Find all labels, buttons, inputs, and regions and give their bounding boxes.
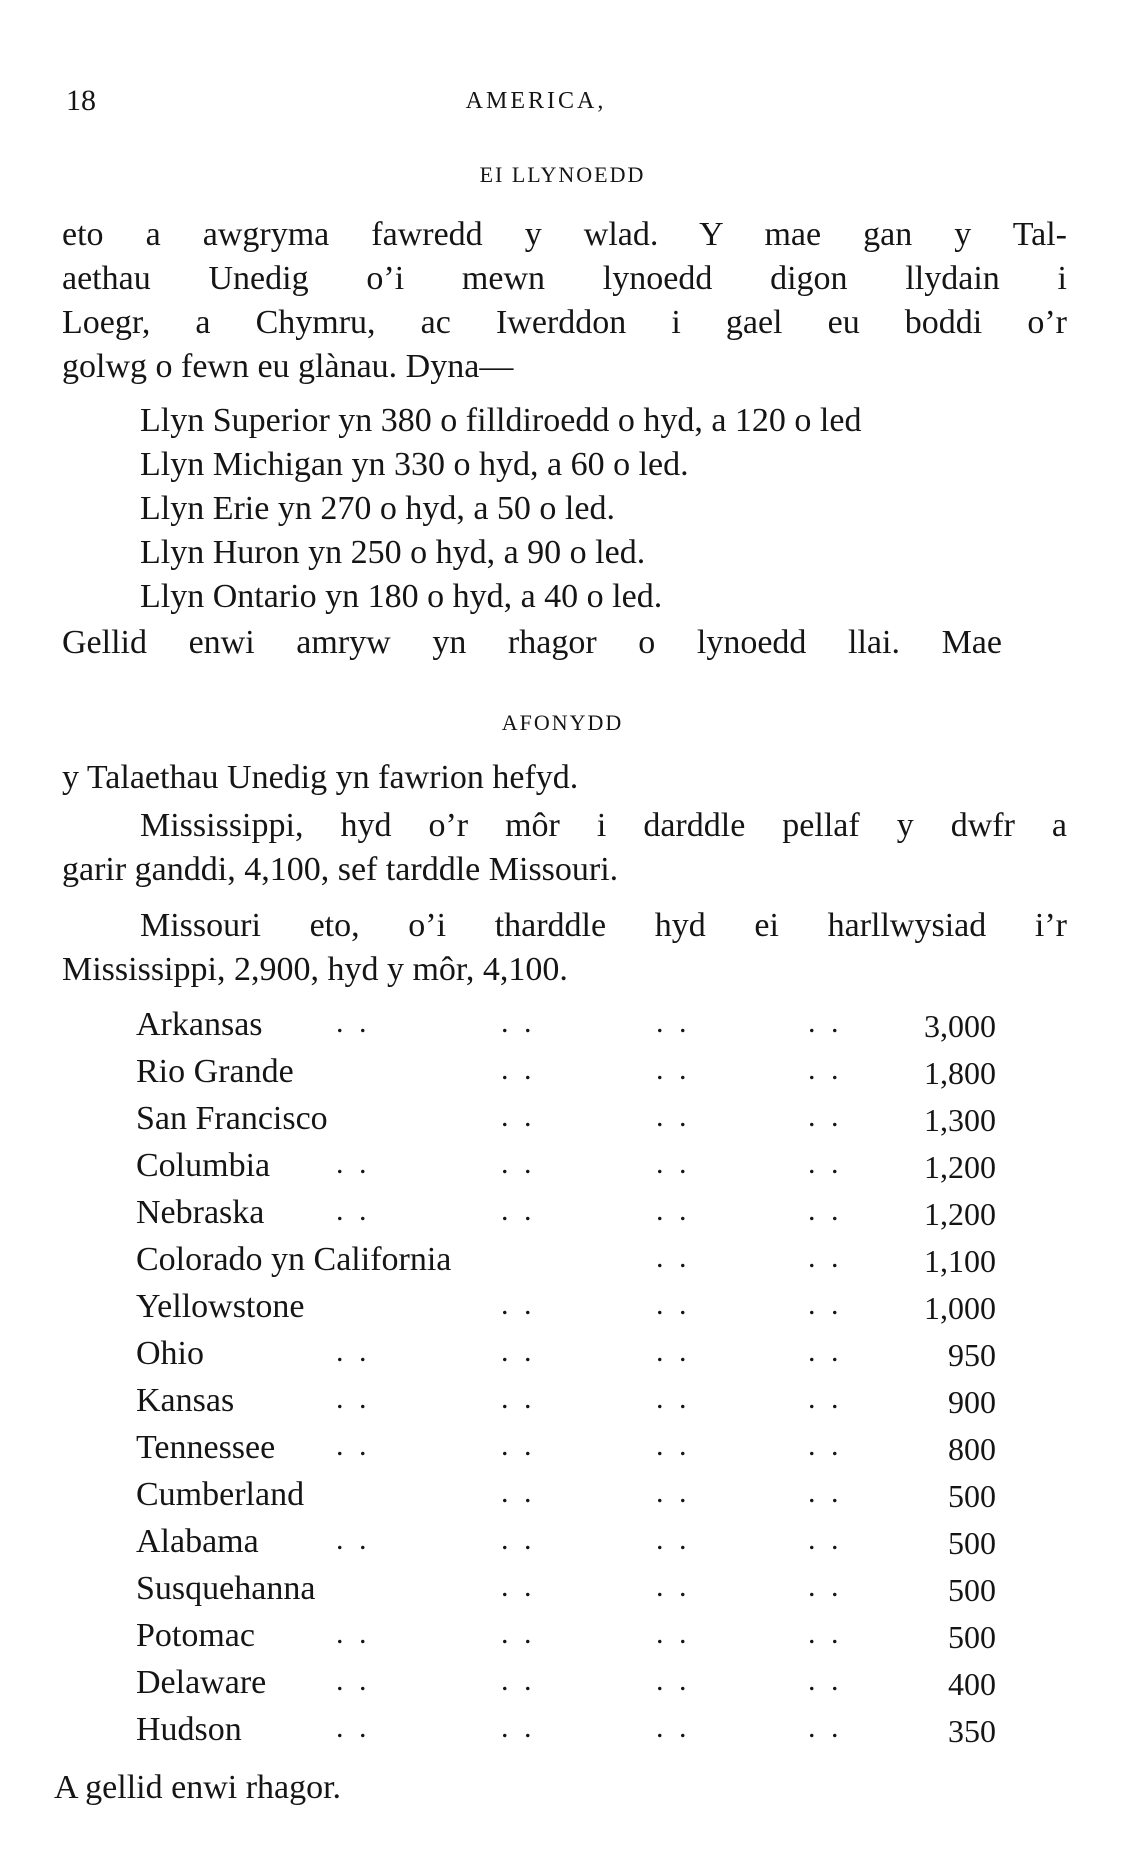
dot-leader: . . bbox=[808, 1570, 843, 1603]
dot-leader: . . bbox=[501, 1617, 536, 1650]
dot-leader: . . bbox=[808, 1194, 843, 1227]
river-name: San Francisco bbox=[136, 1100, 328, 1137]
dot-leader: . . bbox=[656, 1241, 691, 1274]
rivers-table bbox=[136, 1006, 996, 1758]
river-row bbox=[136, 1711, 996, 1758]
river-row bbox=[136, 1570, 996, 1617]
dot-leader: . . bbox=[336, 1335, 371, 1368]
river-name: Ohio bbox=[136, 1335, 204, 1372]
river-row bbox=[136, 1147, 996, 1194]
dot-leader: . . bbox=[336, 1006, 371, 1039]
missouri-line: Mississippi, 2,900, hyd y môr, 4,100. bbox=[62, 951, 568, 988]
lakes-para-line: golwg o fewn eu glànau. Dyna— bbox=[62, 348, 514, 385]
river-name: Colorado yn California bbox=[136, 1241, 452, 1278]
dot-leader: . . bbox=[336, 1664, 371, 1697]
dot-leader: . . bbox=[656, 1664, 691, 1697]
river-length: 350 bbox=[948, 1713, 996, 1749]
mississippi-line: Mississippi, hyd o’r môr i darddle pellaf y dwfr a bbox=[140, 807, 1067, 844]
river-length: 1,800 bbox=[924, 1055, 996, 1091]
dot-leader: . . bbox=[808, 1006, 843, 1039]
sidehead-rivers: AFONYDD bbox=[501, 710, 624, 735]
river-row bbox=[136, 1476, 996, 1523]
river-length: 500 bbox=[948, 1619, 996, 1655]
river-length: 900 bbox=[948, 1384, 996, 1420]
river-row bbox=[136, 1053, 996, 1100]
dot-leader: . . bbox=[808, 1241, 843, 1274]
river-row bbox=[136, 1288, 996, 1335]
dot-leader: . . bbox=[808, 1335, 843, 1368]
river-row bbox=[136, 1382, 996, 1429]
lakes-para-line: aethau Unedig o’i mewn lynoedd digon llydain i bbox=[62, 260, 1067, 297]
river-row bbox=[136, 1664, 996, 1711]
dot-leader: . . bbox=[656, 1147, 691, 1180]
dot-leader: . . bbox=[808, 1523, 843, 1556]
river-name: Columbia bbox=[136, 1147, 271, 1184]
lake-list-item: Llyn Huron yn 250 o hyd, a 90 o led. bbox=[140, 534, 646, 571]
dot-leader: . . bbox=[501, 1335, 536, 1368]
lakes-closing-line: Gellid enwi amryw yn rhagor o lynoedd llai. Mae bbox=[62, 624, 1002, 661]
rivers-closing-line: A gellid enwi rhagor. bbox=[54, 1769, 342, 1806]
dot-leader: . . bbox=[336, 1617, 371, 1650]
dot-leader: . . bbox=[808, 1711, 843, 1744]
dot-leader: . . bbox=[501, 1570, 536, 1603]
river-row bbox=[136, 1523, 996, 1570]
river-name: Alabama bbox=[136, 1523, 259, 1560]
dot-leader: . . bbox=[336, 1429, 371, 1462]
running-head bbox=[66, 84, 1006, 124]
river-name: Susquehanna bbox=[136, 1570, 316, 1607]
river-row bbox=[136, 1100, 996, 1147]
dot-leader: . . bbox=[501, 1711, 536, 1744]
sidehead-lakes: EI LLYNOEDD bbox=[479, 162, 646, 187]
dot-leader: . . bbox=[501, 1006, 536, 1039]
river-row bbox=[136, 1194, 996, 1241]
missouri-line: Missouri eto, o’i tharddle hyd ei harllwysiad i’r bbox=[140, 907, 1067, 944]
dot-leader: . . bbox=[808, 1476, 843, 1509]
river-name: Rio Grande bbox=[136, 1053, 294, 1090]
dot-leader: . . bbox=[656, 1053, 691, 1086]
river-length: 1,200 bbox=[924, 1196, 996, 1232]
dot-leader: . . bbox=[656, 1194, 691, 1227]
lakes-para-line: eto a awgryma fawredd y wlad. Y mae gan y Tal- bbox=[62, 216, 1067, 253]
dot-leader: . . bbox=[501, 1100, 536, 1133]
river-length: 1,200 bbox=[924, 1149, 996, 1185]
dot-leader: . . bbox=[656, 1570, 691, 1603]
lake-list-item: Llyn Superior yn 380 o filldiroedd o hyd, a 120 o led bbox=[140, 402, 862, 439]
river-length: 3,000 bbox=[924, 1008, 996, 1044]
river-name: Delaware bbox=[136, 1664, 267, 1701]
river-row bbox=[136, 1335, 996, 1382]
river-length: 1,100 bbox=[924, 1243, 996, 1279]
river-row bbox=[136, 1429, 996, 1476]
dot-leader: . . bbox=[656, 1711, 691, 1744]
dot-leader: . . bbox=[808, 1382, 843, 1415]
page-number: 18 bbox=[66, 84, 96, 117]
rivers-intro-line: y Talaethau Unedig yn fawrion hefyd. bbox=[62, 759, 579, 796]
dot-leader: . . bbox=[808, 1147, 843, 1180]
dot-leader: . . bbox=[656, 1288, 691, 1321]
river-name: Potomac bbox=[136, 1617, 255, 1654]
running-title: AMERICA, bbox=[465, 88, 607, 114]
dot-leader: . . bbox=[808, 1617, 843, 1650]
river-name: Tennessee bbox=[136, 1429, 276, 1466]
dot-leader: . . bbox=[808, 1100, 843, 1133]
dot-leader: . . bbox=[336, 1711, 371, 1744]
river-name: Arkansas bbox=[136, 1006, 263, 1043]
river-name: Nebraska bbox=[136, 1194, 265, 1231]
dot-leader: . . bbox=[501, 1053, 536, 1086]
lakes-para-line: Loegr, a Chymru, ac Iwerddon i gael eu boddi o’r bbox=[62, 304, 1067, 341]
dot-leader: . . bbox=[656, 1335, 691, 1368]
dot-leader: . . bbox=[656, 1429, 691, 1462]
dot-leader: . . bbox=[656, 1100, 691, 1133]
dot-leader: . . bbox=[808, 1664, 843, 1697]
dot-leader: . . bbox=[808, 1429, 843, 1462]
dot-leader: . . bbox=[336, 1194, 371, 1227]
dot-leader: . . bbox=[501, 1194, 536, 1227]
lake-list-item: Llyn Ontario yn 180 o hyd, a 40 o led. bbox=[140, 578, 663, 615]
river-length: 950 bbox=[948, 1337, 996, 1373]
dot-leader: . . bbox=[656, 1006, 691, 1039]
dot-leader: . . bbox=[336, 1147, 371, 1180]
dot-leader: . . bbox=[808, 1053, 843, 1086]
river-length: 500 bbox=[948, 1572, 996, 1608]
lake-list-item: Llyn Michigan yn 330 o hyd, a 60 o led. bbox=[140, 446, 689, 483]
river-name: Yellowstone bbox=[136, 1288, 305, 1325]
river-name: Cumberland bbox=[136, 1476, 305, 1513]
river-row bbox=[136, 1241, 996, 1288]
mississippi-line: garir ganddi, 4,100, sef tarddle Missouri. bbox=[62, 851, 619, 888]
dot-leader: . . bbox=[336, 1382, 371, 1415]
river-row bbox=[136, 1006, 996, 1053]
dot-leader: . . bbox=[501, 1476, 536, 1509]
dot-leader: . . bbox=[656, 1617, 691, 1650]
river-length: 500 bbox=[948, 1478, 996, 1514]
river-length: 1,300 bbox=[924, 1102, 996, 1138]
river-length: 800 bbox=[948, 1431, 996, 1467]
dot-leader: . . bbox=[501, 1664, 536, 1697]
dot-leader: . . bbox=[501, 1523, 536, 1556]
dot-leader: . . bbox=[336, 1523, 371, 1556]
dot-leader: . . bbox=[656, 1523, 691, 1556]
dot-leader: . . bbox=[656, 1476, 691, 1509]
river-row bbox=[136, 1617, 996, 1664]
lake-list-item: Llyn Erie yn 270 o hyd, a 50 o led. bbox=[140, 490, 615, 527]
river-length: 500 bbox=[948, 1525, 996, 1561]
river-length: 400 bbox=[948, 1666, 996, 1702]
river-name: Hudson bbox=[136, 1711, 242, 1748]
dot-leader: . . bbox=[501, 1429, 536, 1462]
river-name: Kansas bbox=[136, 1382, 235, 1419]
river-length: 1,000 bbox=[924, 1290, 996, 1326]
dot-leader: . . bbox=[656, 1382, 691, 1415]
dot-leader: . . bbox=[501, 1382, 536, 1415]
dot-leader: . . bbox=[501, 1288, 536, 1321]
dot-leader: . . bbox=[808, 1288, 843, 1321]
dot-leader: . . bbox=[501, 1147, 536, 1180]
